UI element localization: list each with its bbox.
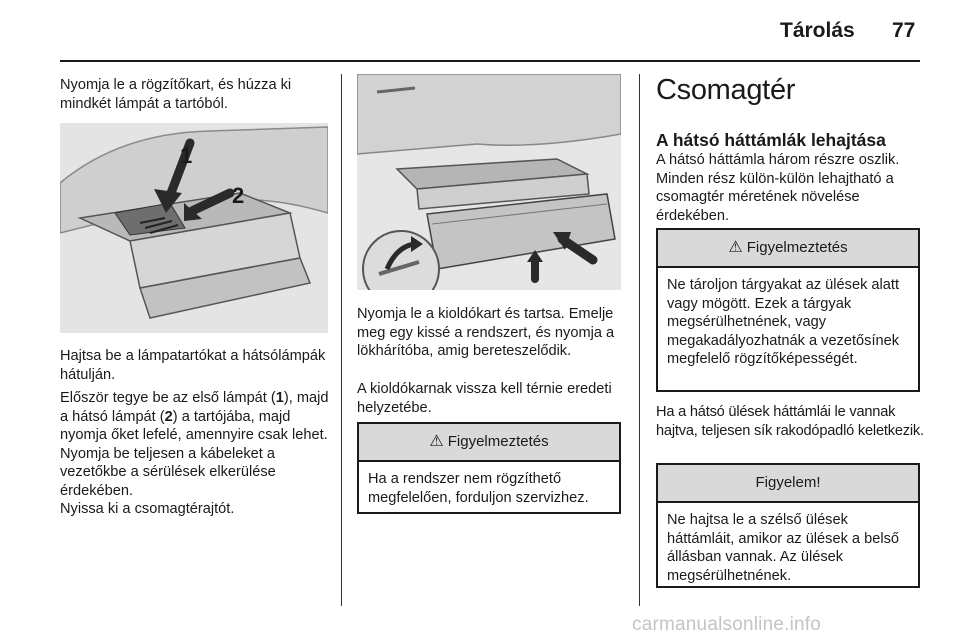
left-para-2-ref-1: 1 (275, 390, 284, 406)
column-divider-2 (639, 74, 640, 606)
right-warning-box (656, 228, 920, 392)
header-title: Tárolás (780, 19, 855, 42)
middle-warning-box (357, 422, 621, 514)
warning-text: Ne tároljon tárgyakat az ülések alatt vagy mögött. Ezek a tárgyak megsérülhetnének, vagy megakadályozhatnák a vezetősínek megfelelő rögzítőképességét. (667, 277, 900, 367)
notice-box (656, 463, 920, 588)
warning-text: Ha a rendszer nem rögzíthető megfelelően, forduljon szervizhez. (368, 471, 589, 506)
warning-header (359, 424, 619, 462)
left-para-1: Hajtsa be a lámpatartókat a hátsólámpák hátulján. (60, 348, 326, 383)
right-intro-text: A hátsó háttámla három részre oszlik. Minden rész külön-külön lehajtható a csomagtér méretének növelése érdekében. (656, 152, 900, 224)
taillight-illustration (60, 123, 328, 333)
header-rule (60, 60, 920, 62)
figure-taillight-holder (60, 123, 328, 333)
bumper-illustration (357, 74, 621, 290)
callout-1: 1 (180, 143, 193, 168)
subsection-title: A hátsó háttámlák lehajtása (656, 130, 886, 150)
right-para-2: Ha a hátsó ülések háttámlái le vannak hajtva, teljesen sík rakodópadló keletkezik. (656, 404, 924, 439)
page-number: 77 (892, 19, 916, 42)
warning-triangle-icon: ⚠ (429, 433, 444, 450)
left-para-2 (60, 389, 332, 500)
left-para-2-part: Először tegye be az első lámpát ( (60, 390, 276, 406)
figure-bumper-system (357, 74, 621, 290)
warning-triangle-icon: ⚠ (728, 239, 743, 256)
warning-title: Figyelmeztetés (447, 433, 549, 450)
column-divider-1 (341, 74, 342, 606)
middle-para-1: Nyomja le a kioldókart és tartsa. Emelje meg egy kissé a rendszert, és nyomja a lökhárítóba, amig bereteszelődik. (357, 306, 615, 359)
warning-header (658, 230, 918, 268)
callout-2: 2 (232, 183, 245, 208)
notice-text: Ne hajtsa le a szélső ülések háttámláit, amikor az ülések a belső állásban vannak. Az ülések megsérülhetnének. (667, 512, 899, 584)
notice-header (658, 465, 918, 503)
page-header (0, 0, 960, 60)
warning-title: Figyelmeztetés (746, 239, 848, 256)
middle-para-2: A kioldókarnak vissza kell térnie eredeti helyzetébe. (357, 381, 612, 416)
left-intro-text: Nyomja le a rögzítőkart, és húzza ki mindkét lámpát a tartóból. (60, 77, 292, 112)
left-para-2-part: ), majd a hátsó lámpát ( (60, 390, 329, 425)
left-para-3: Nyissa ki a csomagtérajtót. (60, 501, 235, 517)
watermark: carmanualsonline.info (632, 614, 822, 635)
left-para-2-part: ) a tartójába, majd nyomja őket lefelé, amennyire csak lehet. Nyomja be teljesen a kábeleket a vezetőkbe a sérülések elkerülése érdekében. (60, 408, 328, 499)
section-title: Csomagtér (656, 74, 796, 106)
left-para-2-ref-2: 2 (164, 408, 173, 425)
notice-title: Figyelem! (755, 474, 821, 491)
